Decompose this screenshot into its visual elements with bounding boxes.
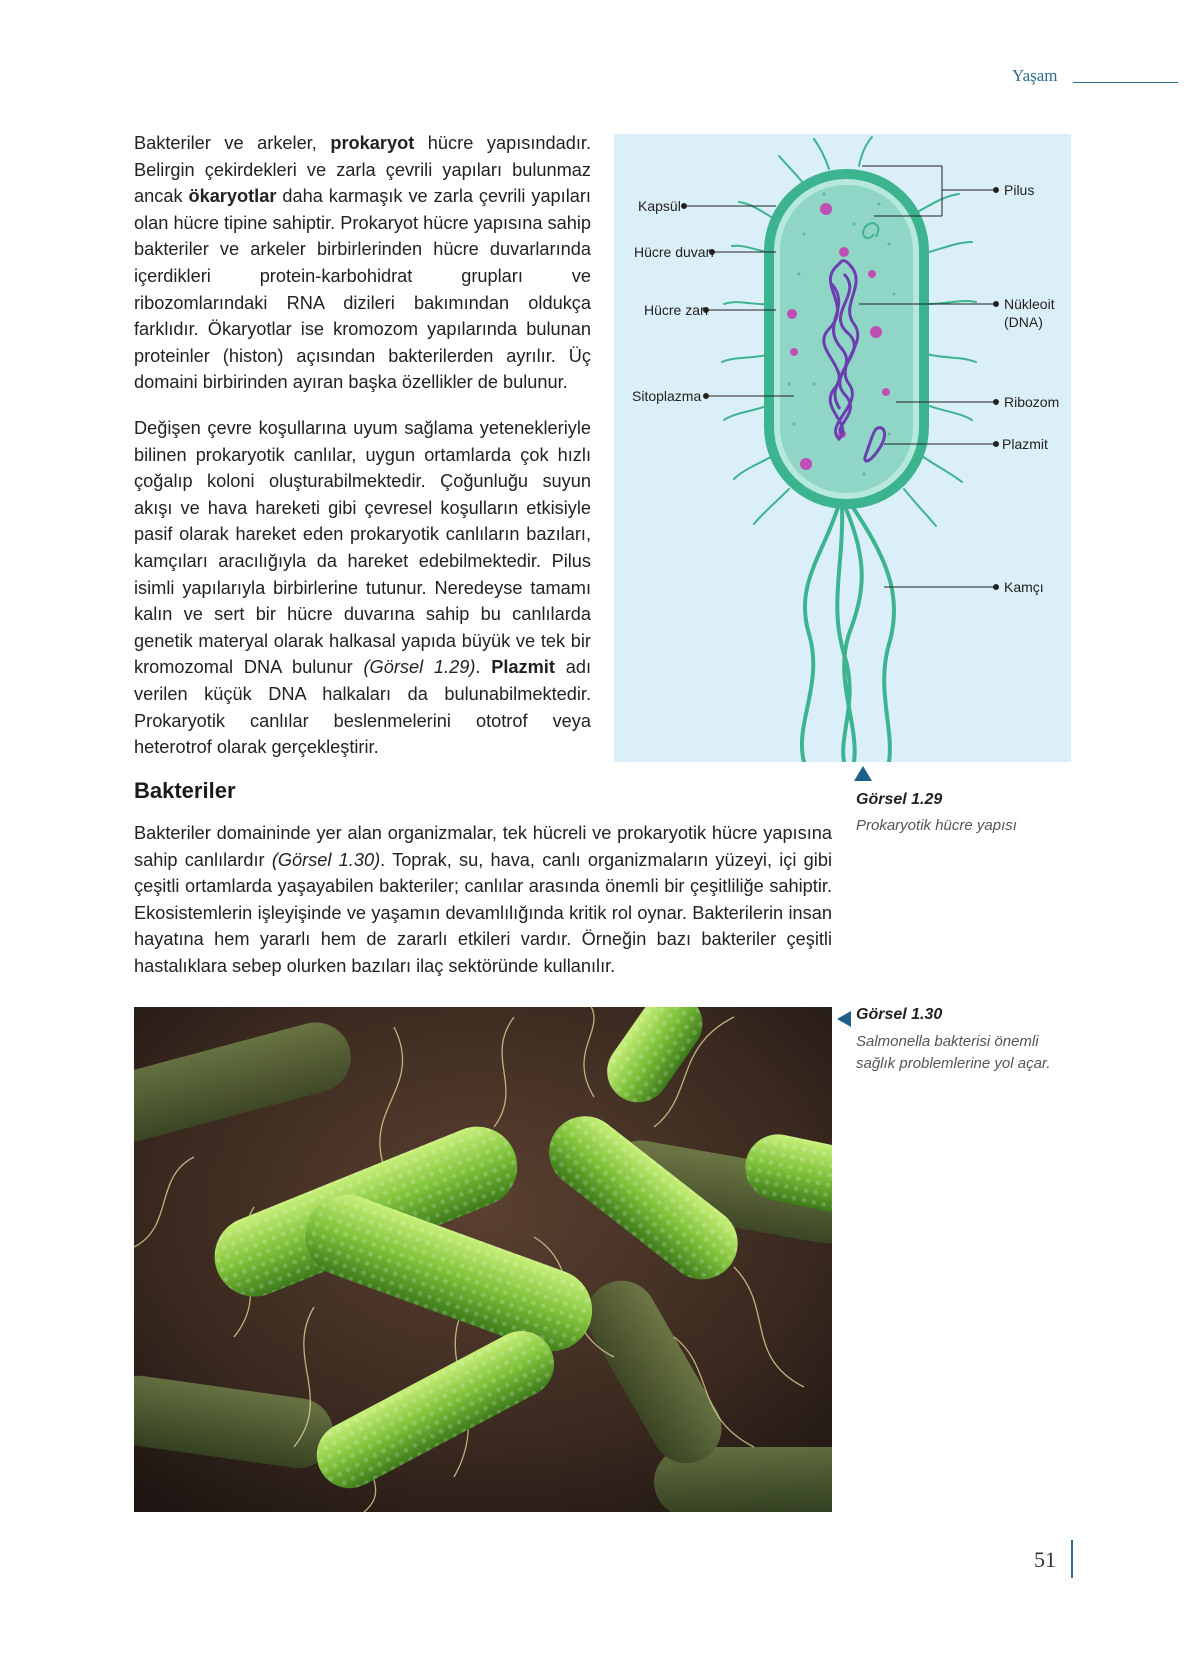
label-hucre-duvari: Hücre duvarı: [634, 244, 715, 260]
salmonella-photo: [134, 1007, 832, 1512]
cytoplasm: [780, 185, 913, 493]
figure-1-30-caption-line-2: sağlık problemlerine yol açar.: [856, 1055, 1051, 1072]
header-title: Yaşam: [1012, 66, 1058, 85]
text-run: Değişen çevre koşullarına uyum sağlama yetenekleriyle bilinen prokaryotik canlılar, uygun ortamlarda çok hızlı çoğalıp koloni oluşturabilmektedir. Çoğunluğu suyun akışı ve hava hareketi gibi çevresel koşulların etkisiyle pasif olarak hareket eden prokaryotik canlıların bazıları, kamçıları aracılığıyla da hareket edebilmektedir. Pilus isimli yapılarıyla birbirlerine tutunur. Neredeyse tamamı kalın ve sert bir hücre duvarına sahip bu canlılarda genetik materyal olarak halkasal yapıda büyük ve tek bir kromozomal DNA bulunur: [134, 418, 591, 678]
paragraph-2: [134, 415, 591, 761]
label-plazmit: Plazmit: [1002, 436, 1048, 452]
figure-reference: (Görsel 1.29): [363, 657, 476, 678]
caption-pointer-left-icon: [837, 1011, 851, 1027]
salmonella-illustration: [134, 1007, 832, 1512]
caption-pointer-up-icon: [854, 766, 872, 781]
bold-term-prokaryot: prokaryot: [330, 133, 415, 153]
bold-term-plazmit: Plazmit: [491, 657, 555, 678]
figure-1-30-title: Görsel 1.30: [856, 1006, 943, 1023]
figure-reference: (Görsel 1.30): [271, 849, 381, 870]
paragraph-1: [134, 130, 591, 396]
text-run: Bakteriler domaininde yer alan organizmalar, tek hücreli ve prokaryotik hücre yapısına sahip canlılardır: [134, 823, 832, 870]
page-number-bar: [1071, 1540, 1073, 1578]
text-run: Bakteriler ve arkeler,: [134, 133, 331, 153]
paragraph-3: [134, 820, 832, 980]
section-heading: Bakteriler: [134, 778, 236, 803]
page-number: 51: [1034, 1547, 1056, 1572]
label-ribozom: Ribozom: [1004, 394, 1060, 410]
prokaryotic-cell-diagram: [614, 134, 1071, 762]
figure-1-29-caption: Prokaryotik hücre yapısı: [856, 817, 1017, 834]
text-run: adı verilen küçük DNA halkaları da bulunabilmektedir. Prokaryotik canlılar beslenmelerini ototrof veya heterotrof olarak gerçekleştirir.: [134, 657, 591, 758]
label-nukleoit: Nükleoit: [1004, 296, 1055, 312]
label-kamci: Kamçı: [1004, 579, 1044, 595]
label-dna: (DNA): [1004, 314, 1043, 330]
text-run: .: [475, 657, 492, 678]
cell-illustration: [614, 134, 1071, 762]
figure-1-29-title: Görsel 1.29: [856, 791, 943, 808]
label-sitoplazma: Sitoplazma: [632, 388, 702, 404]
header-rule: [1073, 82, 1178, 83]
label-kapsul: Kapsül: [638, 198, 681, 214]
label-pilus: Pilus: [1004, 182, 1035, 198]
bold-term-okaryotlar: ökaryotlar: [188, 186, 277, 207]
text-run: hücre yapısındadır. Belirgin çekirdekleri ve zarla çevrili yapıları bulunmaz ancak: [134, 133, 592, 207]
text-run: daha karmaşık ve zarla çevrili yapıları olan hücre tipine sahiptir. Prokaryot hücre yapısına sahip bakteriler ve arkeler birbirlerinden hücre duvarlarında içerdikleri protein-karbohidrat grupları ve ribozomlarındaki RNA dizileri bakımından oldukça farklıdır. Ökaryotlar ise kromozom yapılarında bulunan proteinler (histon) açısından bakterilerden ayrılır. Üç domaini birbirinden ayıran başka özellikler de bulunur.: [134, 186, 591, 393]
label-hucre-zari: Hücre zarı: [644, 302, 709, 318]
figure-1-30-caption-line-1: Salmonella bakterisi önemli: [856, 1033, 1039, 1050]
flagella: [802, 504, 894, 762]
text-run: . Toprak, su, hava, canlı organizmaların yüzeyi, içi gibi çeşitli ortamlarda yaşayabilen bakteriler; canlılar arasında önemli bir çeşitliliğe sahiptir. Ekosistemlerin işleyişinde ve yaşamın devamlılığında kritik rol oynar. Bakterilerin insan hayatına hem yararlı hem de zararlı etkileri vardır. Örneğin bazı bakteriler çeşitli hastalıklara sebep olurken bazıları ilaç sektöründe kullanılır.: [134, 849, 832, 976]
